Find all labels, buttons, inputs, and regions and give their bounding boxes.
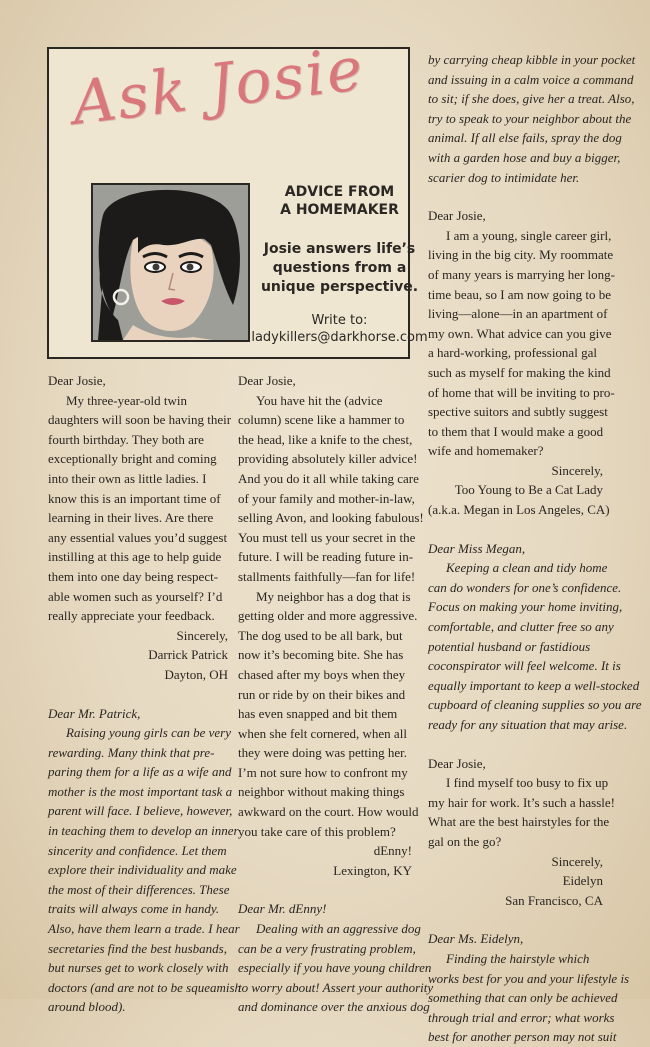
text-line: Too Young to Be a Cat Lady bbox=[454, 482, 603, 498]
text-line: living in the big city. My roommate bbox=[428, 247, 614, 263]
text-line: The dog used to be all bark, but bbox=[238, 627, 403, 643]
text-line: Also, have them learn a trade. I hear bbox=[48, 921, 240, 937]
text-line: able women such as yourself? I’d bbox=[48, 588, 223, 604]
signoff bbox=[428, 852, 603, 911]
text-line: can be a very frustrating problem, bbox=[238, 940, 416, 956]
text-line: Sincerely, bbox=[551, 853, 603, 869]
text-line: Keeping a clean and tidy home bbox=[446, 560, 608, 576]
text-line: my own. What advice can you give bbox=[428, 325, 612, 341]
text-line: (a.k.a. Megan in Los Angeles, CA) bbox=[428, 502, 610, 518]
letter-body bbox=[48, 391, 232, 626]
write-to-block bbox=[247, 312, 432, 346]
text-line: Finding the hairstyle which bbox=[446, 950, 590, 966]
text-line: when she felt cornered, when all bbox=[238, 725, 407, 741]
text-line: fourth birthday. They both are bbox=[48, 431, 204, 447]
reply-salutation: Dear Ms. Eidelyn, bbox=[428, 931, 524, 947]
text-line: exceptionally bright and coming bbox=[48, 451, 217, 467]
letter-body bbox=[428, 773, 616, 851]
text-line: daughters will soon be having their bbox=[48, 412, 232, 428]
text-line: paring them for a life as a wife and bbox=[48, 764, 232, 780]
column-header-box bbox=[47, 33, 428, 359]
text-line: instilling at this age to help guide bbox=[48, 549, 222, 565]
text-column-1 bbox=[48, 371, 242, 1017]
subtitle-line: ADVICE FROM bbox=[284, 184, 395, 200]
text-line: my hair for work. It’s such a hassle! bbox=[428, 794, 616, 810]
text-column-2 bbox=[238, 371, 434, 1017]
text-line: of many years is marrying her long- bbox=[428, 266, 616, 282]
text-line: I am a young, single career girl, bbox=[446, 227, 612, 243]
text-line: Focus on making your home inviting, bbox=[428, 599, 623, 615]
letter-body bbox=[238, 391, 424, 587]
signoff bbox=[238, 841, 412, 880]
text-line: My three-year-old twin bbox=[66, 392, 188, 408]
text-line: try to speak to your neighbor about the bbox=[428, 110, 632, 126]
reply-salutation: Dear Mr. dEnny! bbox=[238, 901, 327, 917]
text-line: Raising young girls can be very bbox=[66, 725, 231, 741]
text-line: they were doing was petting her. bbox=[238, 745, 407, 761]
text-line: gal on the go? bbox=[428, 833, 502, 849]
text-line: parent will face. I believe, however, bbox=[48, 803, 233, 819]
josie-portrait-illustration bbox=[91, 183, 250, 342]
salutation: Dear Josie, bbox=[428, 208, 486, 224]
text-line: stallments faithfully—fan for life! bbox=[238, 568, 416, 584]
text-line: especially if you have young children bbox=[238, 960, 432, 976]
text-line: can do wonders for one’s confidence. bbox=[428, 579, 622, 595]
text-line: through trial and error; what works bbox=[428, 1009, 615, 1025]
text-line: Lexington, KY bbox=[333, 862, 412, 878]
text-line: You have hit the (advice bbox=[256, 392, 383, 408]
text-line: run or ride by on their bikes and bbox=[238, 686, 406, 702]
text-line: awkward on the court. How would bbox=[238, 804, 419, 820]
text-line: getting older and more aggressive. bbox=[238, 608, 418, 624]
text-line: Darrick Patrick bbox=[148, 647, 228, 663]
text-line: rewarding. Many think that pre- bbox=[48, 744, 215, 760]
text-line: has even snapped and bit them bbox=[238, 706, 398, 722]
text-line: Eidelyn bbox=[562, 873, 603, 889]
text-line: explore their individuality and make bbox=[48, 862, 237, 878]
text-line: potential husband or fastidious bbox=[428, 638, 591, 654]
contact-email: ladykillers@darkhorse.com bbox=[251, 330, 428, 345]
text-line: scarier dog to intimidate her. bbox=[428, 169, 580, 185]
text-column-3 bbox=[428, 50, 642, 1047]
reply-body bbox=[428, 558, 642, 734]
text-line: I’m not sure how to confront my bbox=[238, 764, 408, 780]
write-to-label: Write to: bbox=[311, 313, 368, 328]
text-line: living—alone—in an apartment of bbox=[428, 306, 608, 322]
column-logo: Ask Josie bbox=[68, 33, 369, 139]
text-line: sincerity and confidence. Let them bbox=[48, 842, 227, 858]
text-line: providing absolutely killer advice! bbox=[238, 451, 418, 467]
column-subtitle bbox=[247, 183, 432, 219]
salutation: Dear Josie, bbox=[48, 373, 106, 388]
reply-body bbox=[238, 919, 434, 1017]
text-line: mother is the most important task a bbox=[48, 783, 233, 799]
text-line: into their own as little ladies. I bbox=[48, 470, 207, 486]
signoff bbox=[48, 626, 228, 685]
text-line: know this is an important time of bbox=[48, 490, 221, 506]
text-line: to sit; if she does, give her a treat. Also, bbox=[428, 91, 635, 107]
reply-body bbox=[48, 723, 242, 1017]
text-line: time beau, so I am now going to be bbox=[428, 286, 612, 302]
text-line: learning in their lives. Are there bbox=[48, 510, 214, 526]
text-line: spective suitors and subtly suggest bbox=[428, 404, 608, 420]
text-line: any essential values you’d suggest bbox=[48, 529, 228, 545]
text-line: them into one day being respect- bbox=[48, 568, 219, 584]
text-line: doctors (and are not to be squeamish bbox=[48, 979, 242, 995]
text-line: and issuing in a calm voice a command bbox=[428, 71, 634, 87]
text-line: works best for you and your lifestyle is bbox=[428, 970, 630, 986]
text-line: really appreciate your feedback. bbox=[48, 608, 215, 624]
text-line: You must tell us your secret in the bbox=[238, 529, 416, 545]
text-line: neighbor without making things bbox=[238, 784, 405, 800]
text-line: cupboard of cleaning supplies so you are bbox=[428, 697, 642, 713]
reply-body bbox=[428, 949, 630, 1047]
text-line: coconspirator will feel welcome. It is bbox=[428, 658, 621, 674]
text-line: to them that I would make a good bbox=[428, 423, 604, 439]
text-line: I find myself too busy to fix up bbox=[446, 775, 609, 791]
signoff bbox=[428, 461, 610, 520]
text-line: and dominance over the anxious dog bbox=[238, 999, 430, 1015]
text-line: secretaries find the best husbands, bbox=[48, 940, 227, 956]
text-line: the head, like a knife to the chest, bbox=[238, 431, 413, 447]
text-line: you take care of this problem? bbox=[238, 823, 396, 839]
text-line: Dayton, OH bbox=[164, 666, 228, 682]
text-line: something that can only be achieved bbox=[428, 990, 618, 1006]
salutation: Dear Josie, bbox=[428, 755, 486, 771]
text-line: the most of their differences. These bbox=[48, 881, 230, 897]
text-line: What are the best hairstyles for the bbox=[428, 814, 610, 830]
text-line: such as myself for making the kind bbox=[428, 364, 611, 380]
text-line: wife and homemaker? bbox=[428, 443, 544, 459]
text-line: to worry about! Assert your authority bbox=[238, 979, 434, 995]
reply-salutation: Dear Miss Megan, bbox=[428, 540, 526, 556]
text-line: My neighbor has a dog that is bbox=[256, 588, 411, 604]
text-line: comfortable, and clutter free so any bbox=[428, 619, 614, 635]
text-line: but nurses get to work closely with bbox=[48, 960, 229, 976]
text-line: dEnny! bbox=[373, 843, 412, 859]
text-line: Dealing with an aggressive dog bbox=[256, 921, 421, 937]
text-line: of home that will be inviting to pro- bbox=[428, 384, 615, 400]
text-line: equally important to keep a well-stocked bbox=[428, 677, 640, 693]
text-line: future. I will be reading future in- bbox=[238, 549, 414, 565]
text-line: And you do it all while taking care bbox=[238, 470, 419, 486]
text-line: with a garden hose and buy a bigger, bbox=[428, 149, 621, 165]
text-line: animal. If all else fails, spray the dog bbox=[428, 130, 622, 146]
column-tagline: Josie answers life’s questions from a unique perspective. bbox=[260, 241, 419, 295]
text-line: chased after my boys when they bbox=[238, 666, 406, 682]
reply-body-continued bbox=[428, 50, 636, 187]
text-line: by carrying cheap kibble in your pocket bbox=[428, 52, 636, 67]
text-line: now it’s becoming bite. She has bbox=[238, 647, 404, 663]
text-line: Sincerely, bbox=[551, 462, 603, 478]
text-line: San Francisco, CA bbox=[505, 892, 603, 908]
letter-body bbox=[238, 587, 419, 842]
text-line: a hard-working, professional gal bbox=[428, 345, 597, 361]
text-line: selling Avon, and looking fabulous! bbox=[238, 510, 424, 526]
text-line: of your family and mother-in-law, bbox=[238, 490, 415, 506]
text-line: column) scene like a hammer to bbox=[238, 412, 405, 428]
text-line: Sincerely, bbox=[176, 627, 228, 643]
reply-salutation: Dear Mr. Patrick, bbox=[48, 705, 141, 721]
subtitle-line: A HOMEMAKER bbox=[280, 202, 399, 218]
text-line: traits will always come in handy. bbox=[48, 901, 220, 917]
text-line: ready for any situation that may arise. bbox=[428, 717, 628, 732]
text-line: best for another person may not suit bbox=[428, 1029, 617, 1045]
letter-body bbox=[428, 226, 616, 461]
salutation: Dear Josie, bbox=[238, 373, 296, 388]
text-line: in teaching them to develop an inner bbox=[48, 823, 239, 839]
text-line: around blood). bbox=[48, 999, 126, 1015]
